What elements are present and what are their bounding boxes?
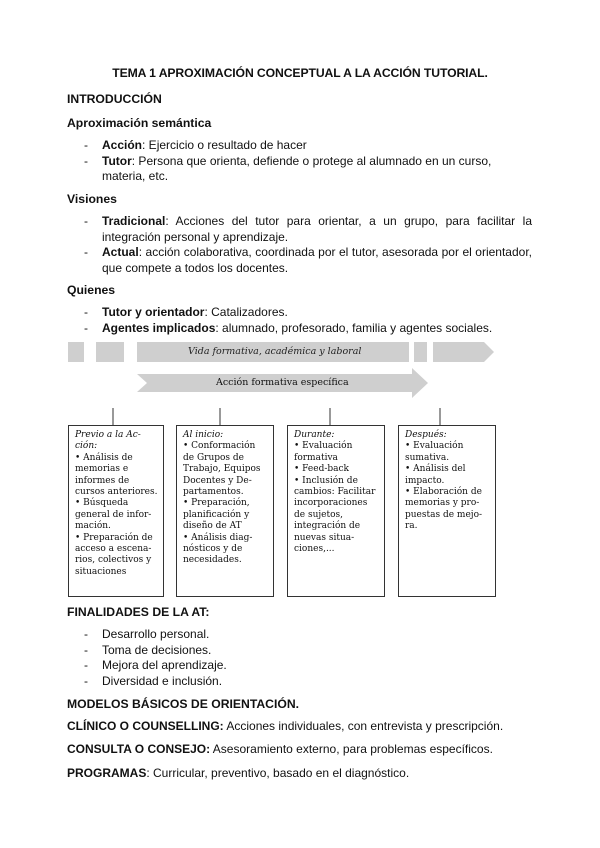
top-bar-segment <box>96 342 124 362</box>
list-item: - Agentes implicados: alumnado, profesorado, familia y agentes sociales. <box>84 320 493 335</box>
list-item: - Actual: acción colaborativa, coordinada por el tutor, asesorada por el orientador, que compete a todos los docentes. <box>84 245 532 275</box>
modelo-clinico: CLÍNICO O COUNSELLING: Acciones individuales, con entrevista y prescripción. <box>67 719 504 733</box>
phase-box-previo: Previo a la Ac- ción: • Análisis de memorias e informes de cursos anteriores. • Búsqueda general de infor- mación. • Preparación de acceso a escena- rios, colectivos y situaciones <box>68 425 164 597</box>
list-item: - Acción: Ejercicio o resultado de hacer <box>84 138 307 152</box>
page-title: TEMA 1 APROXIMACIÓN CONCEPTUAL A LA ACCIÓN TUTORIAL. <box>112 66 488 80</box>
top-bar-segment <box>414 342 427 362</box>
list-item: - Tutor y orientador: Catalizadores. <box>84 305 288 319</box>
list-item: - Tradicional: Acciones del tutor para orientar, a un grupo, para facilitar la integración personal y aprendizaje. <box>84 214 532 244</box>
list-item: - Toma de decisiones. <box>84 642 212 657</box>
arrow-label: Acción formativa específica <box>216 377 349 388</box>
top-bar-arrow-head <box>433 342 494 362</box>
modelo-programas: PROGRAMAS: Curricular, preventivo, basado en el diagnóstico. <box>67 766 410 780</box>
finalidades-list <box>84 627 532 689</box>
aprox-heading: Aproximación semántica <box>67 116 212 130</box>
list-item: - Diversidad e inclusión. <box>84 673 223 688</box>
intro-heading: INTRODUCCIÓN <box>67 92 162 106</box>
list-item: - Desarrollo personal. <box>84 627 210 641</box>
visiones-heading: Visiones <box>67 192 117 206</box>
phase-box-durante: Durante: • Evaluación formativa • Feed-back • Inclusión de cambios: Facilitar incorporaciones de sujetos, integración de nuevas situa- ciones,... <box>287 425 385 597</box>
modelo-consulta: CONSULTA O CONSEJO: Asesoramiento externo, para problemas específicos. <box>67 742 493 756</box>
finalidades-heading: FINALIDADES DE LA AT: <box>67 605 210 619</box>
quienes-heading: Quienes <box>67 283 116 297</box>
list-item: - Mejora del aprendizaje. <box>84 658 227 672</box>
top-bar-label: Vida formativa, académica y laboral <box>188 346 362 357</box>
list-item: - Tutor: Persona que orienta, defiende o protege al alumnado en un curso, materia, etc. <box>84 153 492 183</box>
phase-box-despues: Después: • Evaluación sumativa. • Análisis del impacto. • Elaboración de memorias y pro- puestas de mejo- ra. <box>398 425 496 597</box>
phase-box-inicio: Al inicio: • Conformación de Grupos de Trabajo, Equipos Docentes y De- partamentos. • Preparación, planificación y diseño de AT • Análisis diag- nósticos y de necesidades. <box>176 425 274 597</box>
top-bar-segment <box>68 342 84 362</box>
modelos-heading: MODELOS BÁSICOS DE ORIENTACIÓN. <box>67 697 300 711</box>
